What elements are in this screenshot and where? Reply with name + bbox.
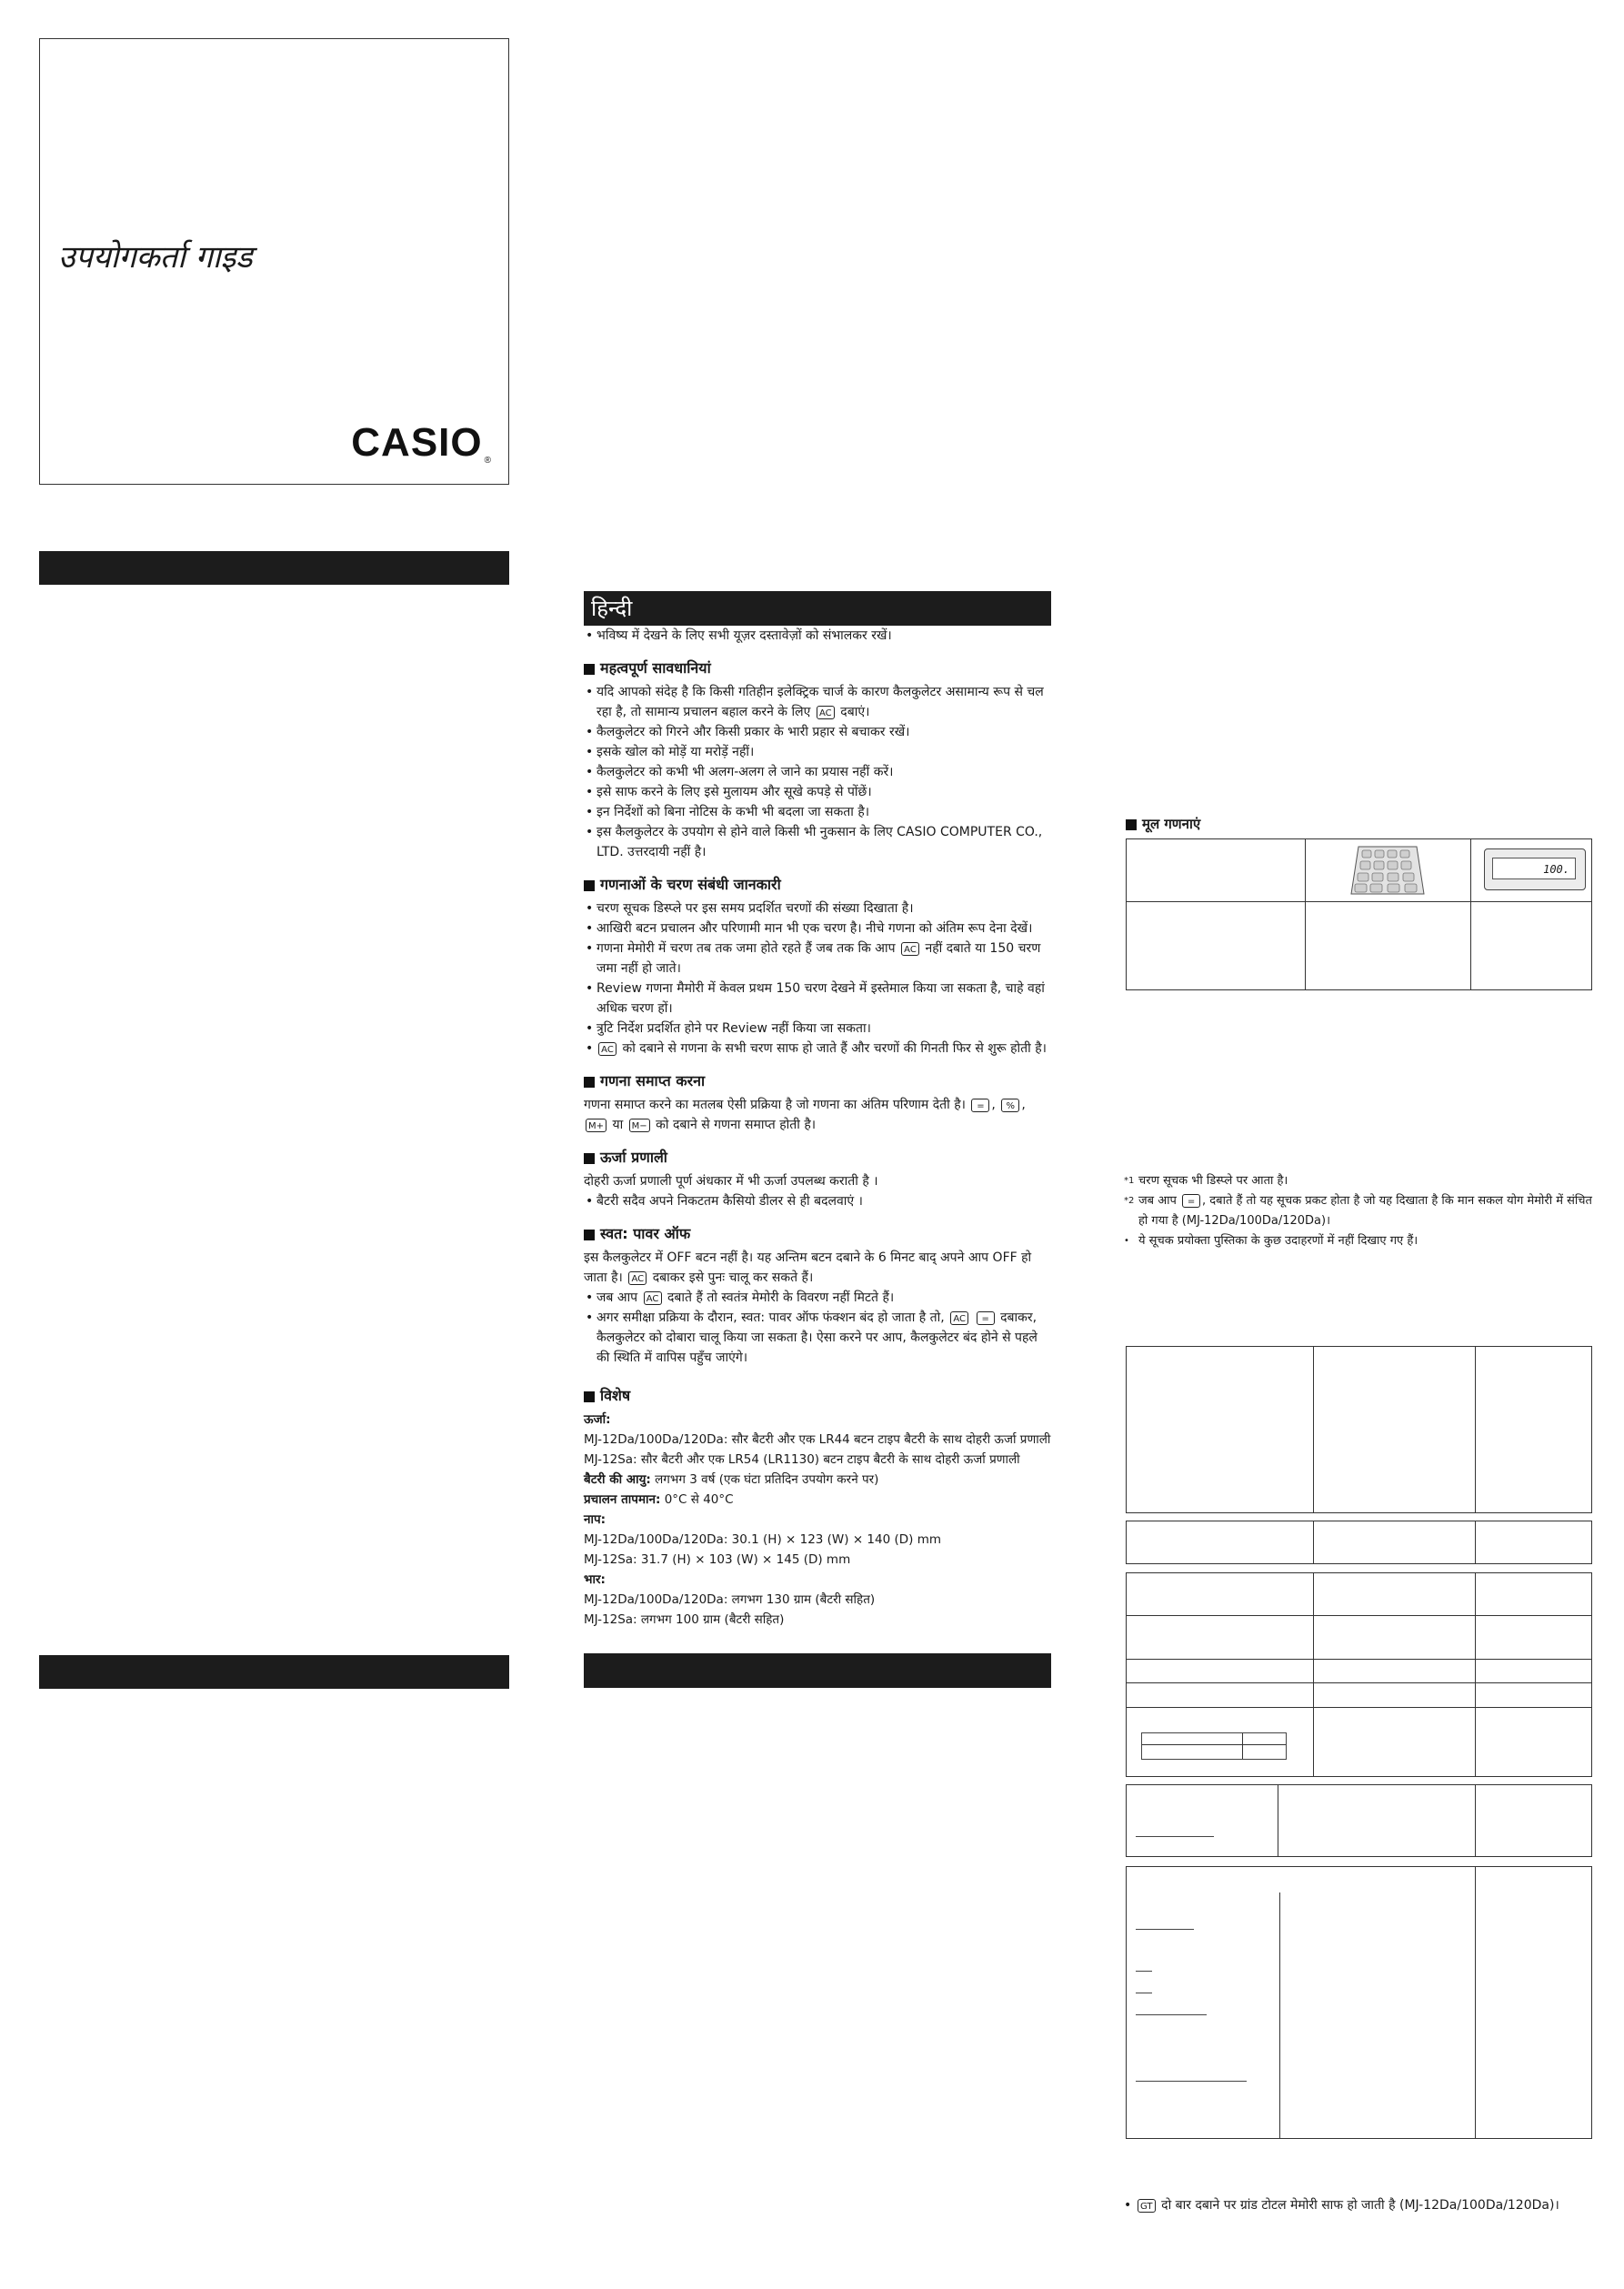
energy-value: MJ-12Sa: सौर बैटरी और एक LR54 (LR1130) बटन टाइप बैटरी के साथ दोहरी ऊर्जा प्रणाली bbox=[584, 1452, 1020, 1467]
steps-heading-text: गणनाओं के चरण संबंधी जानकारी bbox=[600, 876, 781, 893]
m-plus-key-icon: M+ bbox=[586, 1119, 606, 1132]
list-item: • कैलकुलेटर को कभी भी अलग-अलग ले जाने का प्रयास नहीं करें। bbox=[584, 762, 1051, 782]
tape-illustration bbox=[1141, 1732, 1287, 1760]
list-item-text: नहीं दबाते या 150 चरण जमा नहीं हो जाते। bbox=[596, 941, 1041, 976]
equals-key-icon: = bbox=[977, 1311, 995, 1325]
note-item bbox=[1124, 1191, 1597, 1231]
finalize-heading-text: गणना समाप्त करना bbox=[600, 1072, 706, 1089]
indicator-notes bbox=[1124, 1171, 1597, 1251]
table-divider bbox=[1475, 1785, 1476, 1856]
list-item bbox=[584, 939, 1051, 979]
table-divider bbox=[1470, 839, 1471, 989]
table-divider bbox=[1313, 1573, 1314, 1776]
dimensions-value: MJ-12Da/100Da/120Da: 30.1 (H) × 123 (W) × 140 (D) mm bbox=[584, 1532, 942, 1547]
underline-mark bbox=[1136, 2081, 1247, 2082]
percent-key-icon: % bbox=[1001, 1099, 1019, 1112]
power-heading-text: ऊर्जा प्रणाली bbox=[600, 1149, 667, 1166]
ac-key-icon: AC bbox=[598, 1042, 617, 1056]
finalize-heading bbox=[584, 1071, 1051, 1091]
registered-mark: ® bbox=[484, 456, 492, 466]
example-table bbox=[1126, 1866, 1592, 2139]
weight-value: MJ-12Sa: लगभग 100 ग्राम (बैटरी सहित) bbox=[584, 1612, 785, 1627]
list-item: • इसके खोल को मोड़ें या मरोड़ें नहीं। bbox=[584, 742, 1051, 762]
list-item: • इन निर्देशों को बिना नोटिस के कभी भी बदला जा सकता है। bbox=[584, 802, 1051, 822]
table-divider bbox=[1313, 1347, 1314, 1512]
table-divider bbox=[1475, 1521, 1476, 1563]
basic-calc-heading-text: मूल गणनाएं bbox=[1142, 816, 1201, 832]
underline-mark bbox=[1136, 1836, 1214, 1837]
underline-mark bbox=[1136, 1971, 1152, 1972]
bullet-icon: • bbox=[1124, 2198, 1132, 2213]
square-bullet-icon bbox=[584, 1230, 595, 1240]
list-item: • इसे साफ करने के लिए इसे मुलायम और सूखे कपड़े से पोंछें। bbox=[584, 782, 1051, 802]
square-bullet-icon bbox=[1126, 819, 1137, 830]
ac-key-icon: AC bbox=[950, 1311, 968, 1325]
list-item-text: दबाते हैं तो स्वतंत्र मेमोरी के विवरण नहीं मिटते हैं। bbox=[667, 1290, 895, 1305]
note-marker: *1 bbox=[1124, 1176, 1135, 1186]
ac-key-icon: AC bbox=[644, 1291, 662, 1305]
left-footer-bar bbox=[39, 1655, 509, 1689]
finalize-text: गणना समाप्त करने का मतलब ऐसी प्रक्रिया है जो गणना का अंतिम परिणाम देती है। = , % , M+ या M− को दबाने से गणना समाप्त होती है। bbox=[584, 1098, 1026, 1132]
example-table bbox=[1126, 1572, 1592, 1777]
square-bullet-icon bbox=[584, 1077, 595, 1088]
auto-off-heading-text: स्वत: पावर ऑफ bbox=[600, 1225, 691, 1242]
ac-key-icon: AC bbox=[817, 706, 835, 719]
auto-off-text bbox=[584, 1248, 1051, 1288]
example-table bbox=[1126, 1521, 1592, 1564]
hindi-column bbox=[584, 591, 1051, 1688]
temperature bbox=[584, 1490, 1051, 1510]
table-divider bbox=[1127, 901, 1591, 902]
m-minus-key-icon: M− bbox=[629, 1119, 650, 1132]
display-value: 100. bbox=[1492, 858, 1576, 879]
precautions-list bbox=[584, 682, 1051, 862]
steps-list bbox=[584, 899, 1051, 1059]
auto-off-list bbox=[584, 1288, 1051, 1368]
list-item bbox=[584, 1308, 1051, 1368]
paragraph-text: दबाकर इसे पुनः चालू कर सकते हैं। bbox=[652, 1270, 814, 1285]
square-bullet-icon bbox=[584, 664, 595, 675]
underline-mark bbox=[1136, 1929, 1194, 1930]
table-divider bbox=[1127, 1659, 1591, 1660]
specs-body bbox=[584, 1410, 1051, 1630]
list-item: • त्रुटि निर्देश प्रदर्शित होने पर Review नहीं किया जा सकता। bbox=[584, 1019, 1051, 1039]
note-text: ये सूचक प्रयोक्ता पुस्तिका के कुछ उदाहरणों में नहीं दिखाए गए हैं। bbox=[1138, 1234, 1418, 1248]
paragraph-text: गणना समाप्त करने का मतलब ऐसी प्रक्रिया है जो गणना का अंतिम परिणाम देती है। bbox=[584, 1098, 966, 1112]
table-divider bbox=[1142, 1744, 1286, 1745]
square-bullet-icon bbox=[584, 1153, 595, 1164]
paragraph-text: को दबाने से गणना समाप्त होती है। bbox=[656, 1118, 817, 1132]
footnote-text: दो बार दबाने पर ग्रांड टोटल मेमोरी साफ हो जाती है (MJ-12Da/100Da/120Da)। bbox=[1161, 2198, 1559, 2213]
list-item: • बैटरी सदैव अपने निकटतम कैसियो डीलर से ही बदलवाएं । bbox=[584, 1191, 1051, 1211]
cover-panel bbox=[39, 38, 509, 485]
note-item bbox=[1124, 1171, 1597, 1191]
note-text: चरण सूचक भी डिस्प्ले पर आता है। bbox=[1138, 1174, 1288, 1188]
dimensions-value: MJ-12Sa: 31.7 (H) × 103 (W) × 145 (D) mm bbox=[584, 1552, 851, 1567]
list-item: • कैलकुलेटर को गिरने और किसी प्रकार के भारी प्रहार से बचाकर रखें। bbox=[584, 722, 1051, 742]
temperature-label: प्रचालन तापमान: bbox=[584, 1492, 661, 1507]
note-text: , दबाते हैं तो यह सूचक प्रकट होता है जो यह दिखाता है कि मान सकल योग मेमोरी में संचित हो गया है (MJ-12Da/100Da/120Da)। bbox=[1138, 1194, 1592, 1228]
list-item-text: दबाएं। bbox=[840, 705, 870, 719]
bullet-icon: • bbox=[1124, 1236, 1129, 1246]
list-item-text: जब आप bbox=[596, 1290, 638, 1305]
example-table bbox=[1126, 1346, 1592, 1513]
list-item-text: दबाकर, कैलकुलेटर को दोबारा चालू किया जा सकता है। ऐसा करने पर आप, कैलकुलेटर बंद होने से पहले की स्थिति में वापिस पहुँच जाएंगे। bbox=[596, 1310, 1038, 1365]
note-text: जब आप bbox=[1138, 1194, 1177, 1208]
auto-off-heading bbox=[584, 1224, 1051, 1244]
list-item: • चरण सूचक डिस्प्ले पर इस समय प्रदर्शित चरणों की संख्या दिखाता है। bbox=[584, 899, 1051, 919]
display-illustration bbox=[1484, 848, 1586, 890]
list-item: • Review गणना मैमोरी में केवल प्रथम 150 चरण देखने में इस्तेमाल किया जा सकता है, चाहे वहां अधिक चरण हों। bbox=[584, 979, 1051, 1019]
equals-key-icon: = bbox=[1182, 1194, 1200, 1208]
underline-mark bbox=[1136, 2014, 1207, 2015]
precautions-heading-text: महत्वपूर्ण सावधानियां bbox=[600, 659, 711, 677]
weight-value: MJ-12Da/100Da/120Da: लगभग 130 ग्राम (बैटरी सहित) bbox=[584, 1592, 876, 1607]
list-item: • आखिरी बटन प्रचालन और परिणामी मान भी एक चरण है। नीचे गणना को अंतिम रूप देना देखें। bbox=[584, 919, 1051, 939]
intro-note: • भविष्य में देखने के लिए सभी यूज़र दस्तावेज़ों को संभालकर रखें। bbox=[584, 626, 1051, 646]
table-divider bbox=[1313, 1521, 1314, 1563]
list-item-text: अगर समीक्षा प्रक्रिया के दौरान, स्वत: पावर ऑफ फंक्शन बंद हो जाता है तो, bbox=[596, 1310, 945, 1325]
note-item bbox=[1124, 1231, 1597, 1251]
dimensions-label: नाप: bbox=[584, 1512, 606, 1527]
list-item-text: को दबाने से गणना के सभी चरण साफ हो जाते हैं और चरणों की गिनती फिर से शुरू होती है। bbox=[622, 1041, 1047, 1056]
power-text: दोहरी ऊर्जा प्रणाली पूर्ण अंधकार में भी ऊर्जा उपलब्ध कराती है । bbox=[584, 1174, 878, 1189]
energy-label: ऊर्जा: bbox=[584, 1412, 611, 1427]
energy-value: MJ-12Da/100Da/120Da: सौर बैटरी और एक LR44 बटन टाइप बैटरी के साथ दोहरी ऊर्जा प्रणाली bbox=[584, 1432, 1051, 1447]
list-item: • इस कैलकुलेटर के उपयोग से होने वाले किसी भी नुकसान के लिए CASIO COMPUTER CO., LTD. उत्तरदायी नहीं है। bbox=[584, 822, 1051, 862]
battery-life bbox=[584, 1470, 1051, 1490]
square-bullet-icon bbox=[584, 880, 595, 891]
table-divider bbox=[1279, 1892, 1280, 2138]
table-divider bbox=[1127, 1682, 1591, 1683]
specs-heading bbox=[584, 1386, 1051, 1406]
table-divider bbox=[1127, 1707, 1591, 1708]
ac-key-icon: AC bbox=[901, 942, 919, 956]
note-marker: *2 bbox=[1124, 1196, 1135, 1206]
power-heading bbox=[584, 1148, 1051, 1168]
table-divider bbox=[1475, 1573, 1476, 1776]
power-list bbox=[584, 1191, 1051, 1211]
cover-title: उपयोगकर्ता गाइड bbox=[58, 239, 253, 276]
list-item-text: गणना मेमोरी में चरण तब तक जमा होते रहते हैं जब तक कि आप bbox=[596, 941, 896, 956]
intro-list bbox=[584, 626, 1051, 646]
list-item bbox=[584, 682, 1051, 722]
ac-key-icon: AC bbox=[628, 1271, 647, 1285]
paragraph-text: इस कैलकुलेटर में OFF बटन नहीं है। यह अन्तिम बटन दबाने के 6 मिनट बाद् अपने आप OFF हो जाता है। bbox=[584, 1250, 1032, 1285]
gt-key-icon: GT bbox=[1138, 2199, 1156, 2213]
list-item bbox=[584, 1039, 1051, 1059]
list-item bbox=[584, 1288, 1051, 1308]
weight-label: भार: bbox=[584, 1572, 606, 1587]
table-divider bbox=[1305, 839, 1306, 989]
gt-footnote bbox=[1124, 2196, 1559, 2214]
table-divider bbox=[1242, 1733, 1243, 1759]
list-item-text: यदि आपको संदेह है कि किसी गतिहीन इलेक्ट्रिक चार्ज के कारण कैलकुलेटर असामान्य रूप से चल रहा है, तो सामान्य प्रचालन बहाल करने के लिए bbox=[596, 685, 1044, 719]
keypad-illustration-icon bbox=[1349, 845, 1426, 896]
precautions-heading bbox=[584, 658, 1051, 678]
battery-value: लगभग 3 वर्ष (एक घंटा प्रतिदिन उपयोग करने पर) bbox=[655, 1472, 879, 1487]
table-divider bbox=[1127, 1615, 1591, 1616]
equals-key-icon: = bbox=[971, 1099, 989, 1112]
paragraph-text: या bbox=[612, 1118, 624, 1132]
basic-calc-heading bbox=[1126, 815, 1200, 833]
table-divider bbox=[1475, 1347, 1476, 1512]
brand-name: CASIO bbox=[351, 420, 483, 465]
temperature-value: 0°C से 40°C bbox=[664, 1492, 734, 1507]
basic-calc-table bbox=[1126, 838, 1592, 990]
table-divider bbox=[1475, 1867, 1476, 2138]
casio-logo bbox=[351, 420, 492, 466]
square-bullet-icon bbox=[584, 1391, 595, 1402]
battery-label: बैटरी की आयु: bbox=[584, 1472, 651, 1487]
left-header-bar bbox=[39, 551, 509, 585]
main-footer-bar bbox=[584, 1653, 1051, 1688]
language-bar: हिन्दी bbox=[584, 591, 1051, 626]
example-table bbox=[1126, 1784, 1592, 1857]
steps-heading bbox=[584, 875, 1051, 895]
specs-heading-text: विशेष bbox=[600, 1387, 631, 1404]
